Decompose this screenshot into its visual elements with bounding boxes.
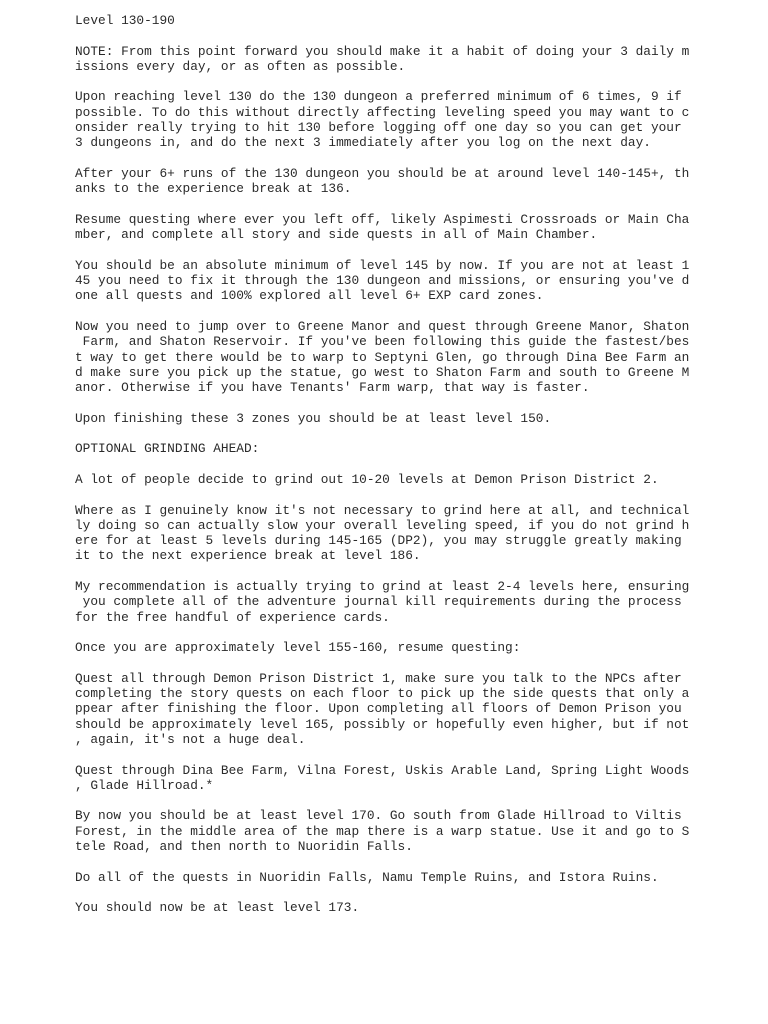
text-line: onsider really trying to hit 130 before logging off one day so you can get your — [75, 120, 682, 136]
text-line: one all quests and 100% explored all level 6+ EXP card zones. — [75, 288, 544, 304]
text-line: ere for at least 5 levels during 145-165 (DP2), you may struggle greatly making — [75, 533, 682, 549]
text-line: ppear after finishing the floor. Upon completing all floors of Demon Prison you — [75, 701, 682, 717]
paragraph — [75, 411, 695, 426]
text-line: for the free handful of experience cards. — [75, 609, 390, 625]
paragraph — [75, 808, 695, 854]
paragraph — [75, 258, 695, 304]
text-line: Now you need to jump over to Greene Manor and quest through Greene Manor, Shaton — [75, 318, 690, 334]
text-line: Quest through Dina Bee Farm, Vilna Forest, Uskis Arable Land, Spring Light Woods — [75, 762, 690, 778]
paragraph — [75, 503, 695, 564]
text-line: t way to get there would be to warp to Septyni Glen, go through Dina Bee Farm an — [75, 349, 690, 365]
text-line: anor. Otherwise if you have Tenants' Farm warp, that way is faster. — [75, 380, 590, 396]
text-line: , Glade Hillroad.* — [75, 777, 214, 793]
text-line: Level 130-190 — [75, 13, 175, 28]
text-line: Forest, in the middle area of the map there is a warp statue. Use it and go to S — [75, 823, 690, 839]
text-line: Resume questing where ever you left off, likely Aspimesti Crossroads or Main Cha — [75, 211, 690, 227]
text-line: OPTIONAL GRINDING AHEAD: — [75, 441, 260, 457]
text-line: you complete all of the adventure journal kill requirements during the process — [75, 594, 682, 610]
text-line: 45 you need to fix it through the 130 dungeon and missions, or ensuring you've d — [75, 273, 690, 289]
text-line: Once you are approximately level 155-160, resume questing: — [75, 640, 521, 656]
text-line: anks to the experience break at 136. — [75, 181, 352, 197]
text-line: mber, and complete all story and side quests in all of Main Chamber. — [75, 227, 598, 243]
paragraph — [75, 212, 695, 243]
paragraph — [75, 671, 695, 747]
paragraph — [75, 579, 695, 625]
paragraph — [75, 472, 695, 487]
paragraph — [75, 870, 695, 885]
text-line: Farm, and Shaton Reservoir. If you've been following this guide the fastest/bes — [75, 334, 690, 350]
text-line: Quest all through Demon Prison District 1, make sure you talk to the NPCs after — [75, 670, 682, 686]
text-line: Upon reaching level 130 do the 130 dungeon a preferred minimum of 6 times, 9 if — [75, 89, 682, 105]
text-line: You should be an absolute minimum of level 145 by now. If you are not at least 1 — [75, 257, 690, 273]
paragraph — [75, 44, 695, 75]
text-line: A lot of people decide to grind out 10-20 levels at Demon Prison District 2. — [75, 471, 659, 487]
paragraph — [75, 166, 695, 197]
text-line: By now you should be at least level 170. Go south from Glade Hillroad to Viltis — [75, 808, 682, 824]
paragraph — [75, 13, 695, 28]
text-line: Do all of the quests in Nuoridin Falls, Namu Temple Ruins, and Istora Ruins. — [75, 869, 659, 885]
text-line: Where as I genuinely know it's not necessary to grind here at all, and technical — [75, 502, 690, 518]
text-line: d make sure you pick up the statue, go west to Shaton Farm and south to Greene M — [75, 364, 690, 380]
text-line: , again, it's not a huge deal. — [75, 731, 306, 747]
text-line: ly doing so can actually slow your overall leveling speed, if you do not grind h — [75, 517, 690, 533]
text-line: 3 dungeons in, and do the next 3 immediately after you log on the next day. — [75, 135, 651, 151]
paragraph — [75, 441, 695, 456]
paragraph — [75, 900, 695, 915]
text-line: tele Road, and then north to Nuoridin Falls. — [75, 839, 413, 855]
text-line: it to the next experience break at level 186. — [75, 548, 421, 564]
paragraph — [75, 89, 695, 150]
text-line: should be approximately level 165, possibly or hopefully even higher, but if not — [75, 716, 690, 732]
text-line: My recommendation is actually trying to grind at least 2-4 levels here, ensuring — [75, 578, 690, 594]
paragraph — [75, 640, 695, 655]
text-line: You should now be at least level 173. — [75, 900, 360, 916]
text-line: possible. To do this without directly affecting leveling speed you may want to c — [75, 104, 690, 120]
text-line: After your 6+ runs of the 130 dungeon you should be at around level 140-145+, th — [75, 165, 690, 181]
text-line: completing the story quests on each floor to pick up the side quests that only a — [75, 686, 690, 702]
text-line: Upon finishing these 3 zones you should be at least level 150. — [75, 410, 552, 426]
paragraph — [75, 319, 695, 395]
document-page — [75, 13, 695, 931]
text-line: issions every day, or as often as possible. — [75, 58, 406, 74]
text-line: NOTE: From this point forward you should make it a habit of doing your 3 daily m — [75, 43, 690, 59]
paragraph — [75, 763, 695, 794]
